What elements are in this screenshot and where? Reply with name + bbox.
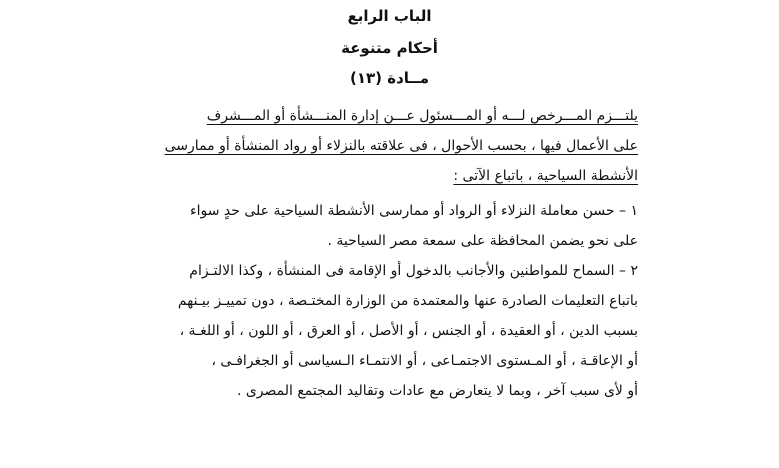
chapter-title: الباب الرابع xyxy=(347,7,432,25)
intro-line-2: على الأعمال فيها ، بحسب الأحوال ، فى علاقته بالنزلاء أو رواد المنشأة أو ممارسى xyxy=(164,138,638,154)
intro-line-1: يلتـــزم المـــرخص لـــه أو المـــسئول عـــن إدارة المنـــشأة أو المـــشرف xyxy=(206,108,638,124)
intro-line-3 xyxy=(453,161,638,191)
article-title: مــادة (١٣) xyxy=(350,69,429,87)
intro-line-3-text: الأنشطة السياحية ، باتباع الآتى : xyxy=(453,168,638,184)
chapter-subtitle: أحكام متنوعة xyxy=(341,39,438,57)
item-2-line-3: بسبب الدين ، أو العقيدة ، أو الجنس ، أو الأصل ، أو العرق ، أو اللون ، أو اللغـة ، xyxy=(179,323,638,339)
item-2-line-2: باتباع التعليمات الصادرة عنها والمعتمدة من الوزارة المختـصة ، دون تمييـز بيـنهم xyxy=(177,293,638,309)
item-2-line-1: ٢ – السماح للمواطنين والأجانب بالدخول أو الإقامة فى المنشأة ، وكذا الالتـزام xyxy=(189,263,638,279)
item-2-line-5: أو لأى سبب آخر ، وبما لا يتعارض مع عادات وتقاليد المجتمع المصرى . xyxy=(236,383,638,399)
item-2-line-4: أو الإعاقـة ، أو المـستوى الاجتمـاعى ، أو الانتمـاء الـسياسى أو الجغرافـى ، xyxy=(211,353,638,369)
item-1-line-2: على نحو يضمن المحافظة على سمعة مصر السياحية . xyxy=(327,233,638,249)
item-1-line-1: ١ – حسن معاملة النزلاء أو الرواد أو ممارسى الأنشطة السياحية على حدٍ سواء xyxy=(190,203,638,219)
